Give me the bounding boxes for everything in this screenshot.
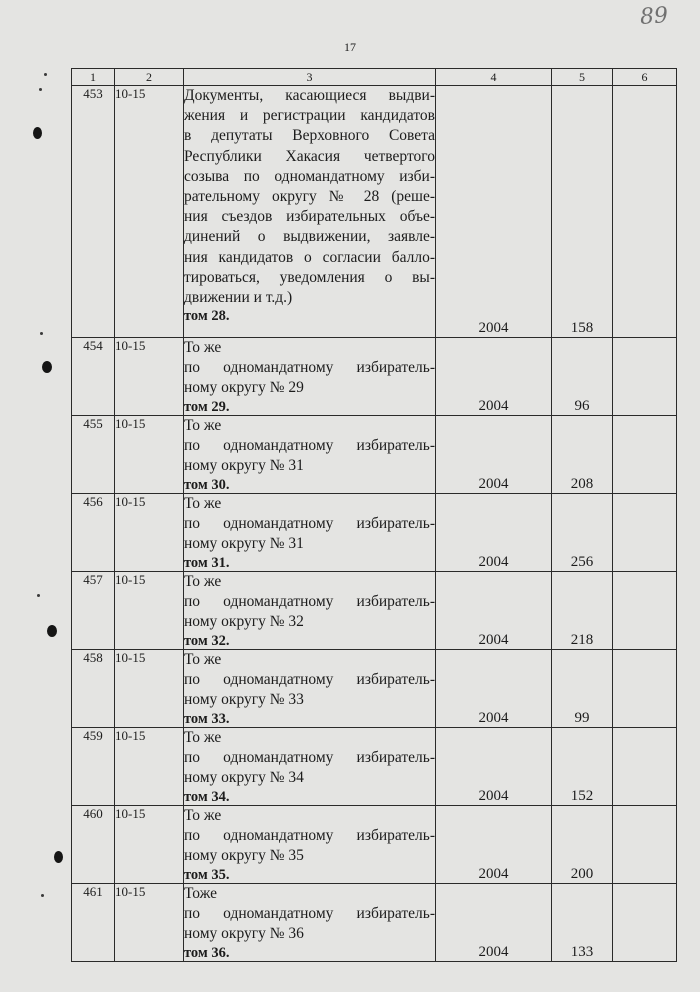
- scan-speck: [40, 332, 43, 335]
- note-cell: [613, 494, 677, 572]
- note-cell: [613, 650, 677, 728]
- title-line: ному округу № 36: [184, 925, 304, 943]
- title-line: То же: [184, 729, 222, 746]
- scan-speck: [37, 594, 40, 597]
- note-cell: [613, 416, 677, 494]
- table-row: [72, 416, 677, 494]
- note-cell: [613, 806, 677, 884]
- scan-speck: [41, 894, 44, 897]
- column-header: 6: [613, 69, 677, 86]
- item-number: 458: [72, 650, 115, 728]
- title-line: по одномандатному избиратель-: [184, 437, 435, 455]
- title-line: ному округу № 35: [184, 847, 304, 865]
- note-cell: [613, 728, 677, 806]
- table-row: [72, 572, 677, 650]
- sheet-count: 99: [552, 650, 613, 728]
- item-title: [184, 572, 436, 650]
- punch-hole: [33, 127, 42, 139]
- title-line: ному округу № 33: [184, 691, 304, 709]
- sheet-count: 200: [552, 806, 613, 884]
- item-title: [184, 338, 436, 416]
- sheet-count: 96: [552, 338, 613, 416]
- title-line: по одномандатному избиратель-: [184, 905, 435, 923]
- volume-label: том 32.: [184, 632, 230, 649]
- item-number: 455: [72, 416, 115, 494]
- punch-hole: [42, 361, 52, 373]
- volume-label: том 36.: [184, 944, 230, 961]
- item-number: 456: [72, 494, 115, 572]
- item-title: [184, 494, 436, 572]
- table-row: [72, 884, 677, 962]
- item-title: [184, 650, 436, 728]
- title-line: в депутаты Верховного Совета: [184, 127, 435, 145]
- title-line: динений о выдвижении, заявле-: [184, 228, 435, 246]
- title-line: по одномандатному избиратель-: [184, 749, 435, 767]
- title-line: ния кандидатов о согласии балло-: [184, 248, 435, 266]
- index-code: 10-15: [115, 572, 184, 650]
- column-header: 3: [184, 69, 436, 86]
- title-line: рательному округу № 28 (реше-: [184, 188, 435, 206]
- punch-hole: [47, 625, 57, 637]
- column-header: 2: [115, 69, 184, 86]
- title-line: То же: [184, 651, 222, 668]
- volume-label: том 29.: [184, 398, 230, 415]
- index-code: 10-15: [115, 884, 184, 962]
- title-line: То же: [184, 807, 222, 824]
- note-cell: [613, 86, 677, 338]
- item-year: 2004: [436, 338, 552, 416]
- archive-sheet-mark: 89: [639, 3, 669, 30]
- scan-speck: [39, 88, 42, 91]
- title-line: по одномандатному избиратель-: [184, 515, 435, 533]
- title-line: по одномандатному избиратель-: [184, 593, 435, 611]
- index-code: 10-15: [115, 416, 184, 494]
- index-code: 10-15: [115, 338, 184, 416]
- item-year: 2004: [436, 806, 552, 884]
- title-line: То же: [184, 495, 222, 512]
- item-year: 2004: [436, 416, 552, 494]
- table-row: [72, 338, 677, 416]
- column-header: 5: [552, 69, 613, 86]
- title-line: ному округу № 34: [184, 769, 304, 787]
- sheet-count: 133: [552, 884, 613, 962]
- title-line: То же: [184, 339, 222, 356]
- title-line: движении и т.д.): [184, 289, 293, 307]
- punch-hole: [54, 851, 63, 863]
- volume-label: том 33.: [184, 710, 230, 727]
- title-line: по одномандатному избиратель-: [184, 671, 435, 689]
- table-row: [72, 86, 677, 338]
- volume-label: том 30.: [184, 476, 230, 493]
- scan-speck: [44, 73, 47, 76]
- title-line: Тоже: [184, 885, 218, 902]
- title-line: ному округу № 31: [184, 457, 304, 475]
- item-year: 2004: [436, 728, 552, 806]
- sheet-count: 256: [552, 494, 613, 572]
- table-row: [72, 728, 677, 806]
- item-year: 2004: [436, 650, 552, 728]
- title-line: Республики Хакасия четвертого: [184, 147, 435, 165]
- page-number: 17: [344, 40, 356, 54]
- title-line: ному округу № 31: [184, 535, 304, 553]
- table-row: [72, 650, 677, 728]
- volume-label: том 35.: [184, 866, 230, 883]
- index-code: 10-15: [115, 728, 184, 806]
- table-row: [72, 494, 677, 572]
- title-line: ному округу № 32: [184, 613, 304, 631]
- item-year: 2004: [436, 86, 552, 338]
- item-number: 457: [72, 572, 115, 650]
- index-code: 10-15: [115, 650, 184, 728]
- column-header: 4: [436, 69, 552, 86]
- note-cell: [613, 338, 677, 416]
- sheet-count: 218: [552, 572, 613, 650]
- index-code: 10-15: [115, 806, 184, 884]
- inventory-table: [71, 68, 677, 962]
- volume-label: том 28.: [184, 308, 230, 325]
- item-title: [184, 416, 436, 494]
- item-title: [184, 806, 436, 884]
- note-cell: [613, 572, 677, 650]
- item-number: 453: [72, 86, 115, 338]
- title-line: тироваться, уведомления о вы-: [184, 268, 435, 286]
- title-line: по одномандатному избиратель-: [184, 827, 435, 845]
- volume-label: том 31.: [184, 554, 230, 571]
- item-title: [184, 884, 436, 962]
- item-number: 461: [72, 884, 115, 962]
- title-line: ному округу № 29: [184, 379, 304, 397]
- sheet-count: 158: [552, 86, 613, 338]
- volume-label: том 34.: [184, 788, 230, 805]
- item-number: 454: [72, 338, 115, 416]
- item-year: 2004: [436, 494, 552, 572]
- table-row: [72, 806, 677, 884]
- title-line: Документы, касающиеся выдви-: [184, 87, 435, 104]
- item-title: [184, 86, 436, 338]
- title-line: То же: [184, 573, 222, 590]
- title-line: ния съездов избирательных объе-: [184, 208, 435, 226]
- sheet-count: 152: [552, 728, 613, 806]
- item-number: 460: [72, 806, 115, 884]
- index-code: 10-15: [115, 494, 184, 572]
- title-line: То же: [184, 417, 222, 434]
- item-year: 2004: [436, 884, 552, 962]
- item-title: [184, 728, 436, 806]
- header-row: [72, 69, 677, 86]
- index-code: 10-15: [115, 86, 184, 338]
- note-cell: [613, 884, 677, 962]
- item-year: 2004: [436, 572, 552, 650]
- sheet-count: 208: [552, 416, 613, 494]
- item-number: 459: [72, 728, 115, 806]
- column-header: 1: [72, 69, 115, 86]
- title-line: созыва по одномандатному изби-: [184, 167, 435, 185]
- title-line: по одномандатному избиратель-: [184, 359, 435, 377]
- title-line: жения и регистрации кандидатов: [184, 107, 435, 125]
